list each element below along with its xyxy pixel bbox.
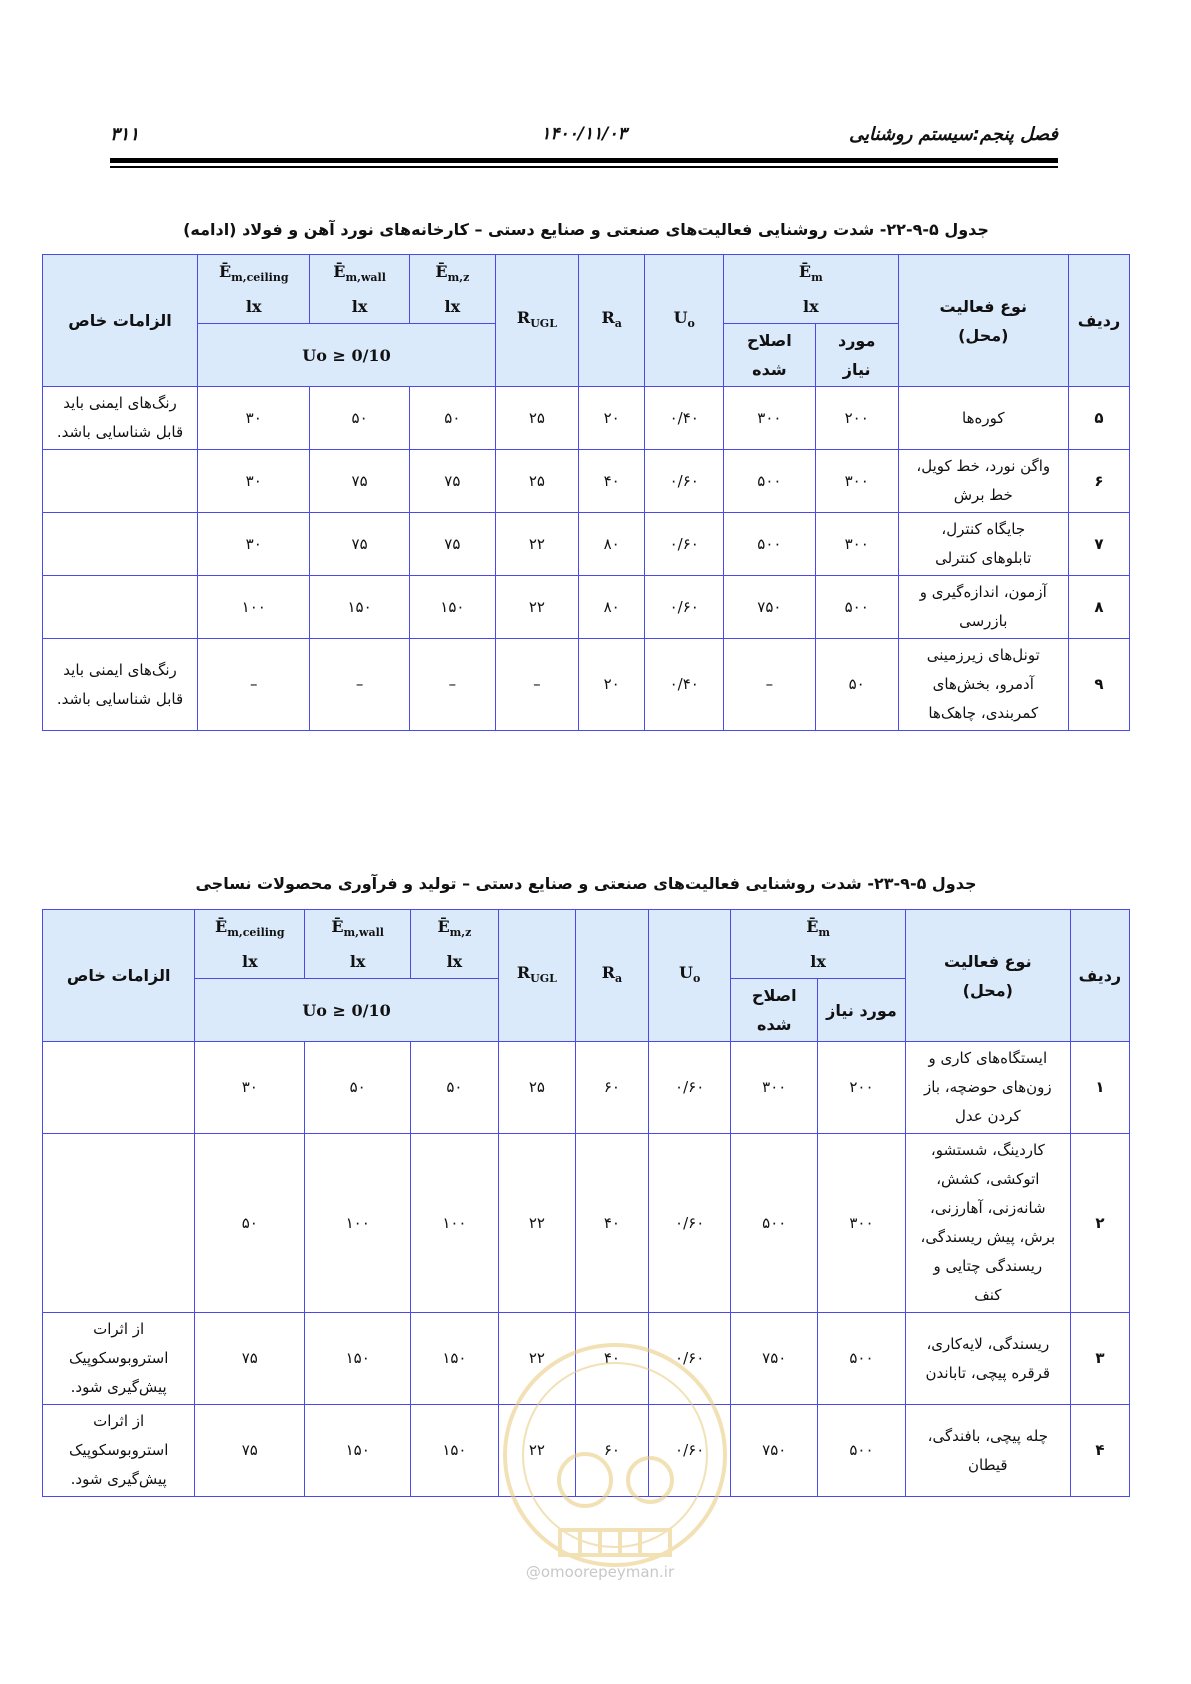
special-requirements-cell [43,1405,195,1497]
ra-cell: ۴۰ [575,1313,648,1405]
uo-cell: ۰/۴۰ [645,387,724,450]
activity-line: زون‌های حوضچه، باز [924,1078,1052,1097]
page-number: ۳۱۱ [110,124,140,145]
emceiling-cell: ۳۰ [198,387,310,450]
col-em-corrected: اصلاح شده [724,324,816,387]
activity-line: خط برش [953,486,1013,505]
table2 [42,909,1130,1497]
uo-cell: ۰/۶۰ [645,576,724,639]
row-number: ۹ [1068,639,1129,731]
uo-condition: Uo ≥ 0/10 [198,324,496,387]
ra-cell: ۶۰ [575,1405,648,1497]
em-corrected-cell: ۵۰۰ [724,513,816,576]
activity-cell [905,1134,1070,1313]
activity-cell [905,1405,1070,1497]
row-number: ۴ [1070,1405,1129,1497]
emwall-cell: ۱۵۰ [310,576,409,639]
emz-cell: ۱۰۰ [411,1134,499,1313]
rugl-cell: ۲۲ [498,1134,575,1313]
em-corrected-cell: ۳۰۰ [731,1042,818,1134]
uo-cell: ۰/۶۰ [645,450,724,513]
emwall-cell: ۷۵ [310,450,409,513]
col-ra: $R_a$ [575,910,648,1042]
uo-cell: ۰/۶۰ [648,1405,730,1497]
emceiling-cell: ۵۰ [195,1134,305,1313]
ra-cell: ۶۰ [575,1042,648,1134]
emwall-cell: – [310,639,409,731]
activity-line: کوره‌ها [962,408,1005,427]
activity-line: ایستگاه‌های کاری و [928,1049,1048,1068]
table1-caption: جدول ۵-۹-۲۲- شدت روشنایی فعالیت‌های صنعتی و صنایع دستی – کارخانه‌های نورد آهن و فولاد (ادامه) [183,220,989,239]
table-row [43,1134,1130,1313]
activity-cell [898,576,1068,639]
col-emz: $Ē_{m,z}$ lx [411,910,499,979]
activity-cell [905,1042,1070,1134]
special-requirements-cell [43,639,198,731]
special-requirements-cell [43,513,198,576]
emz-cell: – [409,639,495,731]
row-number: ۶ [1068,450,1129,513]
em-required-cell: ۵۰ [815,639,898,731]
table-row [43,639,1130,731]
activity-line: واگن نورد، خط کویل، [916,457,1051,476]
emceiling-cell: ۷۵ [195,1313,305,1405]
em-corrected-cell: ۷۵۰ [724,576,816,639]
rugl-cell: ۲۲ [495,576,578,639]
special-line: رنگ‌های ایمنی باید [63,394,177,413]
header-rule-thin [110,166,1058,168]
special-line: استروبوسکوپیک [68,1441,169,1460]
uo-cell: ۰/۶۰ [648,1313,730,1405]
ra-cell: ۲۰ [578,387,645,450]
activity-line: آدمرو، بخش‌های [932,675,1034,694]
activity-line: کردن عدل [955,1107,1021,1126]
activity-line: چله پیچی، بافندگی، [927,1426,1048,1445]
col-activity: نوع فعالیت (محل) [905,910,1070,1042]
table1 [42,254,1130,731]
row-number: ۳ [1070,1313,1129,1405]
col-uo: $U_o$ [648,910,730,1042]
special-requirements-cell [43,1313,195,1405]
col-emceiling: $Ē_{m,ceiling}$ lx [198,255,310,324]
special-requirements-cell [43,1042,195,1134]
col-activity: نوع فعالیت (محل) [898,255,1068,387]
emceiling-cell: ۳۰ [195,1042,305,1134]
col-em-required: مورد نیاز [818,979,906,1042]
ra-cell: ۴۰ [578,450,645,513]
uo-cell: ۰/۶۰ [645,513,724,576]
activity-line: ریسندگی چتایی و [933,1257,1043,1276]
activity-line: ریسندگی، لایه‌کاری، [926,1334,1050,1353]
em-corrected-cell: ۳۰۰ [724,387,816,450]
activity-line: تونل‌های زیرزمینی [926,646,1040,665]
chapter-title: فصل پنجم:سیستم روشنایی [849,124,1058,145]
col-em-required: مورد نیاز [815,324,898,387]
em-required-cell: ۲۰۰ [818,1042,906,1134]
row-number: ۷ [1068,513,1129,576]
rugl-cell: ۲۲ [495,513,578,576]
col-uo: $U_o$ [645,255,724,387]
emz-cell: ۱۵۰ [409,576,495,639]
emceiling-cell: ۳۰ [198,450,310,513]
emceiling-cell: – [198,639,310,731]
em-required-cell: ۳۰۰ [815,450,898,513]
special-line: رنگ‌های ایمنی باید [63,660,177,679]
activity-line: کنف [974,1286,1002,1305]
em-required-cell: ۵۰۰ [818,1405,906,1497]
activity-cell [898,450,1068,513]
row-number: ۸ [1068,576,1129,639]
col-special: الزامات خاص [43,255,198,387]
activity-line: بازرسی [959,612,1008,631]
activity-line: آزمون، اندازه‌گیری و [919,583,1047,602]
special-line: از اثرات [93,1320,145,1339]
special-line: پیش‌گیری شود. [70,1378,167,1397]
emz-cell: ۷۵ [409,450,495,513]
col-rugl: $R_{UGL}$ [498,910,575,1042]
rugl-cell: – [495,639,578,731]
row-number: ۵ [1068,387,1129,450]
activity-cell [898,387,1068,450]
table-row [43,387,1130,450]
watermark-url: @omoorepeyman.ir [525,1563,675,1581]
table-row [43,513,1130,576]
emz-cell: ۷۵ [409,513,495,576]
table-row [43,1042,1130,1134]
header-date: ۱۴۰۰/۱۱/۰۳ [541,124,627,144]
ra-cell: ۴۰ [575,1134,648,1313]
col-emz: $Ē_{m,z}$ lx [409,255,495,324]
col-emceiling: $Ē_{m,ceiling}$ lx [195,910,305,979]
emceiling-cell: ۱۰۰ [198,576,310,639]
col-emwall: $Ē_{m,wall}$ lx [305,910,411,979]
col-em: $Ē_m$ lx [731,910,905,979]
emwall-cell: ۵۰ [305,1042,411,1134]
special-line: استروبوسکوپیک [68,1349,169,1368]
rugl-cell: ۲۲ [498,1313,575,1405]
em-corrected-cell: ۵۰۰ [724,450,816,513]
emwall-cell: ۱۰۰ [305,1134,411,1313]
activity-line: کاردینگ، شستشو، [930,1141,1045,1160]
table-row [43,576,1130,639]
activity-cell [898,513,1068,576]
emz-cell: ۵۰ [411,1042,499,1134]
uo-cell: ۰/۶۰ [648,1042,730,1134]
row-number: ۱ [1070,1042,1129,1134]
table-row [43,1405,1130,1497]
uo-cell: ۰/۴۰ [645,639,724,731]
special-requirements-cell [43,450,198,513]
table2-caption: جدول ۵-۹-۲۳- شدت روشنایی فعالیت‌های صنعتی و صنایع دستی – تولید و فرآوری محصولات نساجی [195,874,977,893]
uo-cell: ۰/۶۰ [648,1134,730,1313]
em-corrected-cell: ۵۰۰ [731,1134,818,1313]
col-special: الزامات خاص [43,910,195,1042]
rugl-cell: ۲۵ [498,1042,575,1134]
special-line: پیش‌گیری شود. [70,1470,167,1489]
activity-line: برش، پیش ریسندگی، [920,1228,1056,1247]
activity-cell [905,1313,1070,1405]
emceiling-cell: ۳۰ [198,513,310,576]
emceiling-cell: ۷۵ [195,1405,305,1497]
emwall-cell: ۵۰ [310,387,409,450]
emwall-cell: ۷۵ [310,513,409,576]
special-requirements-cell [43,576,198,639]
activity-line: اتوکشی، کشش، [936,1170,1040,1189]
emwall-cell: ۱۵۰ [305,1313,411,1405]
page-header [110,124,1058,154]
col-row: ردیف [1070,910,1129,1042]
special-line: قابل شناسایی باشد. [56,423,184,442]
activity-cell [898,639,1068,731]
em-required-cell: ۵۰۰ [818,1313,906,1405]
special-requirements-cell [43,387,198,450]
em-required-cell: ۳۰۰ [815,513,898,576]
em-required-cell: ۵۰۰ [815,576,898,639]
rugl-cell: ۲۵ [495,450,578,513]
table-row [43,450,1130,513]
col-em-corrected: اصلاح شده [731,979,818,1042]
rugl-cell: ۲۵ [495,387,578,450]
em-required-cell: ۲۰۰ [815,387,898,450]
activity-line: شانه‌زنی، آهارزنی، [930,1199,1046,1218]
col-rugl: $R_{UGL}$ [495,255,578,387]
emz-cell: ۵۰ [409,387,495,450]
rugl-cell: ۲۲ [498,1405,575,1497]
em-corrected-cell: ۷۵۰ [731,1405,818,1497]
em-required-cell: ۳۰۰ [818,1134,906,1313]
ra-cell: ۲۰ [578,639,645,731]
ra-cell: ۸۰ [578,513,645,576]
special-requirements-cell [43,1134,195,1313]
special-line: قابل شناسایی باشد. [56,689,184,708]
col-ra: $R_a$ [578,255,645,387]
emz-cell: ۱۵۰ [411,1313,499,1405]
uo-condition: Uo ≥ 0/10 [195,979,498,1042]
emwall-cell: ۱۵۰ [305,1405,411,1497]
col-emwall: $Ē_{m,wall}$ lx [310,255,409,324]
header-rule [110,158,1058,163]
em-corrected-cell: – [724,639,816,731]
col-em: $Ē_m$ lx [724,255,899,324]
ra-cell: ۸۰ [578,576,645,639]
col-row: ردیف [1068,255,1129,387]
row-number: ۲ [1070,1134,1129,1313]
table-row [43,1313,1130,1405]
activity-line: قیطان [968,1455,1008,1474]
activity-line: تابلوهای کنترلی [935,549,1032,568]
special-line: از اثرات [93,1412,145,1431]
em-corrected-cell: ۷۵۰ [731,1313,818,1405]
activity-line: جایگاه کنترل، [941,520,1026,539]
emz-cell: ۱۵۰ [411,1405,499,1497]
activity-line: قرقره پیچی، تاباندن [925,1363,1051,1382]
activity-line: کمربندی، چاهک‌ها [928,704,1039,723]
